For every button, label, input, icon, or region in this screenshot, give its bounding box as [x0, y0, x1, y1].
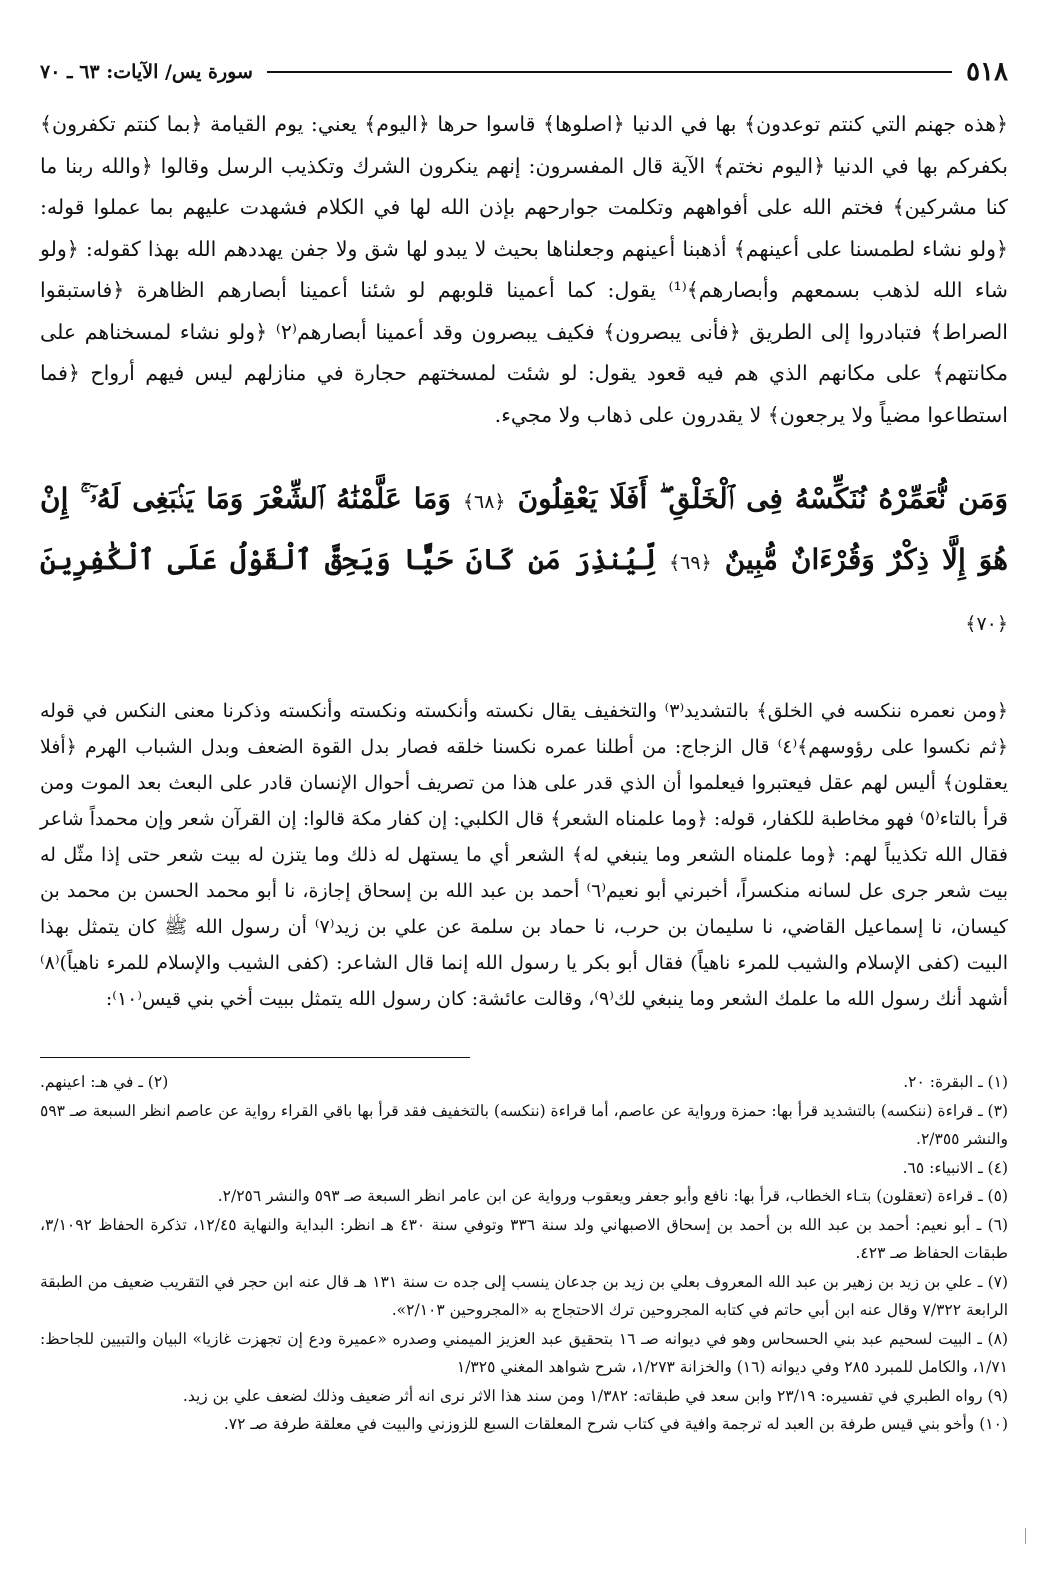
verse-end-marker-69: ﴿٦٩﴾	[669, 552, 712, 574]
verse-69-text: وَمَا عَلَّمْنَٰهُ ٱلشِّعْرَ وَمَا يَنۢبَغِى لَهُۥٓ ۚ إِنْ هُوَ إِلَّا ذِكْرٌ وَقُرْءَانٌ مُّبِينٌ	[40, 482, 1008, 576]
footnote-5: (٥) ـ قراءة (تعقلون) بتـاء الخطاب، قرأ بها: نافع وأبو جعفر ويعقوب ورواية عن ابن عامر انظر السبعة صـ ٥٩٣ والنشر ٢/٢٥٦.	[217, 1187, 1008, 1205]
margin-tick	[1025, 1528, 1026, 1544]
verse-end-marker-70: ﴿٧٠﴾	[965, 613, 1008, 635]
verse-70-text: لِّيُنذِرَ مَن كَانَ حَيًّا وَيَحِقَّ ٱلْقَوْلُ عَلَى ٱلْكَٰفِرِينَ	[40, 543, 656, 576]
footnote-3: (٣) ـ قراءة (ننكسه) بالتشديد قرأ بها: حمزة ورواية عن عاصم، أما قراءة (ننكسه) بالتخفيف فقد قرأ بها باقي القراء رواية عن عاصم انظر السبعة صـ ٥٩٣ والنشر ٢/٣٥٥.	[40, 1101, 1008, 1148]
footnote-10: (١٠) وأخو بني قيس طرفة بن العبد له ترجمة وافية في كتاب شرح المعلقات السبع للزوزني والبيت في معلقة طرفة صـ ٧٢.	[223, 1415, 1008, 1433]
footnote-8: (٨) ـ البيت لسحيم عبد بني الحسحاس وهو في ديوانه صـ ١٦ بتحقيق عبد العزيز الميمني وصدره «عميرة ودع إن تجهزت غازيا» البيان والتبيين للجاحظ: ١/٧١، والكامل للمبرد ٢٨٥ وفي ديوانه (١٦) والخزانة ١/٢٧٣، شرح شواهد المغني ١/٣٢٥	[40, 1329, 1008, 1376]
quran-verses	[40, 470, 1008, 653]
footnote-separator	[40, 1057, 470, 1058]
footnote-4: (٤) ـ الانبياء: ٦٥.	[902, 1158, 1008, 1177]
commentary-section	[40, 104, 1008, 436]
commentary-section-2	[40, 693, 1008, 1017]
footnote-6: (٦) ـ أبو نعيم: أحمد بن عبد الله بن أحمد بن إسحاق الاصبهاني ولد سنة ٣٣٦ وتوفي سنة ٤٣٠ هـ انظر: البداية والنهاية ١٢/٤٥، تذكرة الحفاظ ٣/١٠٩٢، طبقات الحفاظ صـ ٤٢٣.	[40, 1215, 1009, 1262]
footnote-7: (٧) ـ علي بن زيد بن زهير بن عبد الله المعروف بعلي بن زيد بن جدعان ينسب إلى جده ت سنة ١٣١ هـ قال عنه ابن حجر في التقريب ضعيف من الطبقة الرابعة ٧/٣٢٢ وقال عنه ابن أبي حاتم في كتابه المجروحين ترك الاحتجاج به «المجروحين ٢/١٠٣».	[40, 1272, 1009, 1319]
verse-68-text: وَمَن نُّعَمِّرْهُ نُنَكِّسْهُ فِى ٱلْخَلْقِ ۖ أَفَلَا يَعْقِلُونَ	[517, 482, 1009, 515]
page-number: ٥١٨	[966, 57, 1008, 87]
footnote-9: (٩) رواه الطبري في تفسيره: ٢٣/١٩ وابن سعد في طبقاته: ١/٣٨٢ ومن سند هذا الاثر نرى انه أثر ضعيف وذلك لضعف علي بن زيد.	[182, 1386, 1008, 1405]
commentary-paragraph: ﴿هذه جهنم التي كنتم توعدون﴾ بها في الدنيا ﴿اصلوها﴾ قاسوا حرها ﴿اليوم﴾ يعني: يوم القيامة ﴿بما كنتم تكفرون﴾ بكفركم بها في الدنيا ﴿اليوم نختم﴾ الآية قال المفسرون: إنهم ينكرون الشرك وتكذيب الرسل وقالوا ﴿والله ربنا ما كنا مشركين﴾ فختم الله على أفواههم وتكلمت جوارحهم بإذن الله لها في الكلام فشهدت عليهم بما عملوا قوله: ﴿ولو نشاء لطمسنا على أعينهم﴾ أذهبنا أعينهم وجعلناها بحيث لا يبدو لها شق ولا جفن يهددهم الله بهذا كقوله: ﴿ولو شاء الله لذهب بسمعهم وأبصارهم﴾⁽¹⁾ يقول: كما أعمينا قلوبهم لو شئنا أعمينا أبصارهم الظاهرة ﴿فاستبقوا الصراط﴾ فتبادروا إلى الطريق ﴿فأنى يبصرون﴾ فكيف يبصرون وقد أعمينا أبصارهم⁽٢⁾ ﴿ولو نشاء لمسخناهم على مكانتهم﴾ على مكانهم الذي هم فيه قعود يقول: لو شئت لمسختهم حجارة في منازلهم ليس فيهم أرواح ﴿فما استطاعوا مضياً ولا يرجعون﴾ لا يقدرون على ذهاب ولا مجيء.	[40, 112, 1009, 427]
footnote-1: (١) ـ البقرة: ٢٠.	[903, 1073, 1008, 1091]
footnote-2: (٢) ـ في هـ: اعينهم.	[40, 1073, 169, 1091]
surah-title: سورة يس/ الآيات: ٦٣ ـ ٧٠	[40, 61, 253, 83]
book-page	[40, 52, 1008, 1439]
footnote-row	[40, 1068, 1008, 1097]
verse-end-marker-68: ﴿٦٨﴾	[462, 491, 506, 513]
header-rule	[267, 71, 952, 73]
running-header	[40, 52, 1008, 92]
commentary-paragraph-2: ﴿ومن نعمره ننكسه في الخلق﴾ بالتشديد⁽٣⁾ والتخفيف يقال نكسته وأنكسته ونكسته وأنكسته وذكرنا معنى النكس في قوله ﴿ثم نكسوا على رؤوسهم﴾⁽٤⁾ قال الزجاج: من أطلنا عمره نكسنا خلقه فصار بدل القوة الضعف وبدل الشباب الهرم ﴿أفلا يعقلون﴾ أليس لهم عقل فيعتبروا فيعلموا أن الذي قدر على هذا من تصريف أحوال الإنسان قادر على البعث بعد الموت ومن قرأ بالتاء⁽٥⁾ فهو مخاطبة للكفار، قوله: ﴿وما علمناه الشعر﴾ قال الكلبي: إن كفار مكة قالوا: إن القرآن شعر وإن محمداً شاعر فقال الله تكذيباً لهم: ﴿وما علمناه الشعر وما ينبغي له﴾ الشعر أي ما يستهل له ذلك وما يتزن له بيت شعر حتى إذا مثّل له بيت شعر جرى عل لسانه منكسراً، أخبرني أبو نعيم⁽٦⁾ أحمد بن عبد الله بن إسحاق إجازة، نا أبو محمد الحسن بن محمد بن كيسان، نا إسماعيل القاضي، نا سليمان بن حرب، نا حماد بن سلمة عن علي بن زيد⁽٧⁾ أن رسول الله ﷺ كان يتمثل بهذا البيت (كفى الإسلام والشيب للمرء ناهياً) فقال أبو بكر يا رسول الله إنما قال الشاعر: (كفى الشيب والإسلام للمرء ناهياً)⁽٨⁾ أشهد أنك رسول الله ما علمك الشعر وما ينبغي لك⁽٩⁾، وقالت عائشة: كان رسول الله يتمثل ببيت أخي بني قيس⁽١٠⁾:	[40, 700, 1008, 1010]
footnotes	[40, 1068, 1008, 1439]
